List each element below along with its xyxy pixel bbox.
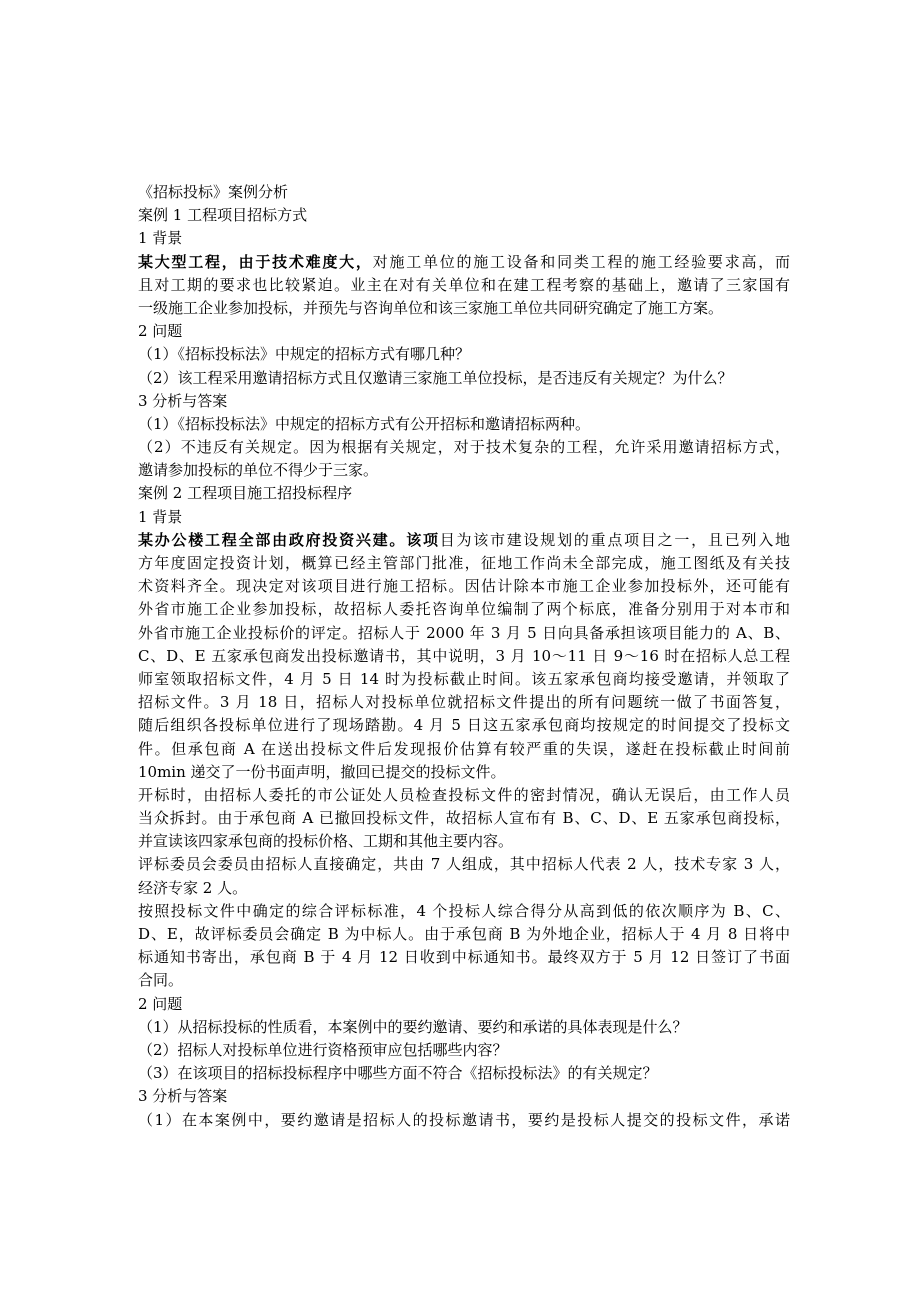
case2-question-3: （3）在该项目的招标投标程序中哪些方面不符合《招标投标法》的有关规定？ (138, 1064, 658, 1083)
document-body (138, 181, 790, 1132)
case2-background-line: 外省市施工企业投标价的评定。招标人于 2000 年 3 月 5 日向具备承担该项目能力的 A、B、 (138, 623, 790, 642)
case2-opening-line: 并宣读该四家承包商的投标价格、工期和其他主要内容。 (138, 832, 514, 851)
case1-answer-2-line-2: 邀请参加投标的单位不得少于三家。 (138, 461, 379, 480)
case2-award-line: 标通知书寄出，承包商 B 于 4 月 12 日收到中标通知书。最终双方于 5 月 12 日签订了书面 (138, 948, 790, 967)
case2-question-2: （2）招标人对投标单位进行资格预审应包括哪些内容？ (138, 1040, 508, 1059)
case2-background-line: 师室领取招标文件，4 月 5 日 14 时为投标截止时间。该五家承包商均接受邀请，并领取了 (138, 669, 790, 688)
case2-answer-1-line-1: （1）在本案例中，要约邀请是招标人的投标邀请书，要约是投标人提交的投标文件，承诺 (138, 1110, 790, 1129)
case2-background-line: 外省市施工企业参加投标，故招标人委托咨询单位编制了两个标底，准备分别用于对本市和 (138, 600, 790, 619)
case2-question-1: （1）从招标投标的性质看，本案例中的要约邀请、要约和承诺的具体表现是什么？ (138, 1017, 688, 1036)
case2-background-line: C、D、E 五家承包商发出投标邀请书，其中说明，3 月 10～11 日 9～16 时在招标人总工程 (138, 646, 790, 665)
case2-background-line-1-rest: 目为该市建设规划的重点项目之一，且已列入地 (439, 530, 790, 549)
case1-question-1: （1）《招标投标法》中规定的招标方式有哪几种？ (138, 345, 471, 364)
case1-background-line-1-rest: 对施工单位的施工设备和同类工程的施工经验要求高，而 (372, 252, 790, 271)
case2-background-line: 方年度固定投资计划，概算已经主管部门批准，征地工作尚未全部完成，施工图纸及有关技 (138, 554, 790, 572)
case2-background-line: 术资料齐全。现决定对该项目进行施工招标。因估计除本市施工企业参加投标外，还可能有 (138, 577, 790, 596)
case2-background-line: 件。但承包商 A 在送出投标文件后发现报价估算有较严重的失误，遂赶在投标截止时间前 (138, 739, 790, 758)
case2-award-line: 按照投标文件中确定的综合评标标准，4 个投标人综合得分从高到低的依次顺序为 B、C、 (138, 901, 790, 920)
case1-background-line-1 (138, 251, 790, 274)
case2-question-heading: 2 问题 (138, 994, 183, 1013)
document-title: 《招标投标》案例分析 (138, 183, 289, 201)
case1-background-line-2: 且对工期的要求也比较紧迫。业主在对有关单位和在建工程考察的基础上，邀请了三家国有 (138, 275, 790, 294)
case1-answer-heading: 3 分析与答案 (138, 391, 228, 410)
case2-background-heading: 1 背景 (138, 507, 183, 526)
case2-background-line: 10min 递交了一份书面声明，撤回已提交的投标文件。 (138, 762, 506, 781)
case2-award-line: 合同。 (138, 971, 184, 990)
case1-question-2: （2）该工程采用邀请招标方式且仅邀请三家施工单位投标，是否违反有关规定？为什么？ (138, 368, 733, 387)
case2-opening-line: 开标时，由招标人委托的市公证处人员检查投标文件的密封情况，确认无误后，由工作人员 (138, 785, 790, 804)
case1-answer-2-line-1: （2）不违反有关规定。因为根据有关规定，对于技术复杂的工程，允许采用邀请招标方式， (138, 438, 790, 457)
case2-background-line-1 (138, 529, 790, 552)
case1-heading: 案例 1 工程项目招标方式 (138, 206, 308, 225)
case2-background-line: 随后组织各投标单位进行了现场踏勘。4 月 5 日这五家承包商均按规定的时间提交了投标文 (138, 716, 790, 735)
case2-committee-line: 经济专家 2 人。 (138, 878, 248, 897)
case2-answer-heading: 3 分析与答案 (138, 1087, 228, 1106)
case2-opening-line: 当众拆封。由于承包商 A 已撤回投标文件，故招标人宣布有 B、C、D、E 五家承包商投标， (138, 809, 790, 828)
case1-question-heading: 2 问题 (138, 322, 183, 341)
case1-background-line-3: 一级施工企业参加投标，并预先与咨询单位和该三家施工单位共同研究确定了施工方案。 (138, 298, 724, 317)
case2-heading: 案例 2 工程项目施工招投标程序 (138, 484, 353, 503)
case1-background-heading: 1 背景 (138, 229, 183, 248)
case2-award-line: D、E，故评标委员会确定 B 为中标人。由于承包商 B 为外地企业，招标人于 4 月 8 日将中 (138, 925, 790, 943)
case2-background-line: 招标文件。3 月 18 日，招标人对投标单位就招标文件提出的所有问题统一做了书面答复， (138, 693, 790, 712)
case1-answer-1: （1）《招标投标法》中规定的招标方式有公开招标和邀请招标两种。 (138, 414, 591, 433)
case2-background-bold-lead: 某办公楼工程全部由政府投资兴建。该项 (138, 530, 440, 549)
case1-background-bold-lead: 某大型工程，由于技术难度大， (138, 252, 373, 271)
case2-committee-line: 评标委员会委员由招标人直接确定，共由 7 人组成，其中招标人代表 2 人，技术专家 3 人， (138, 855, 790, 874)
